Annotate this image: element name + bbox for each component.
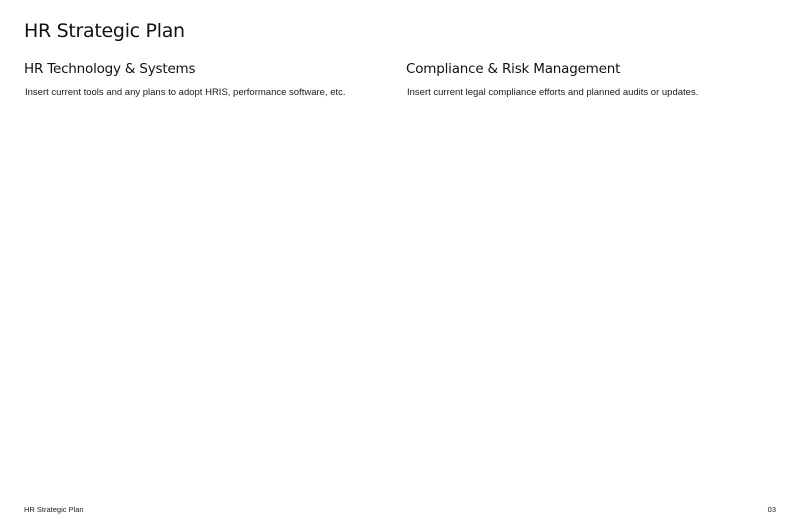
footer-page-number: 03 <box>767 505 776 514</box>
section-hr-technology <box>24 60 384 99</box>
section-heading: HR Technology & Systems <box>24 61 196 77</box>
section-compliance-risk <box>406 60 766 99</box>
section-heading: Compliance & Risk Management <box>406 61 621 77</box>
section-body-text: Insert current legal compliance efforts and planned audits or updates. <box>407 87 699 98</box>
page-title: HR Strategic Plan <box>24 20 185 42</box>
section-body-text: Insert current tools and any plans to adopt HRIS, performance software, etc. <box>25 87 346 98</box>
footer-document-name: HR Strategic Plan <box>24 505 84 514</box>
